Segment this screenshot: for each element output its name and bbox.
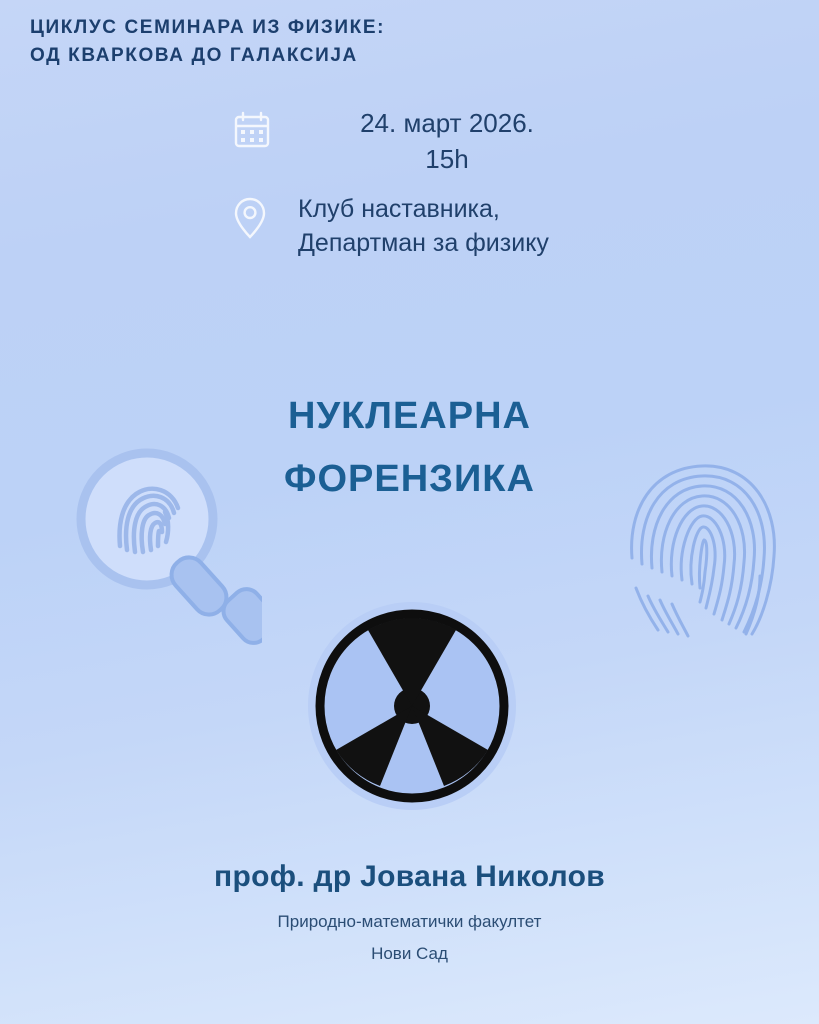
- event-info: [232, 106, 672, 261]
- speaker-city: Нови Сад: [371, 944, 448, 963]
- series-title-line1: ЦИКЛУС СЕМИНАРА ИЗ ФИЗИКЕ:: [30, 17, 386, 38]
- event-date: 24. март 2026.: [360, 108, 534, 138]
- venue-line2: Департман за физику: [298, 229, 549, 258]
- speaker-name: проф. др Јована Николов: [214, 860, 605, 893]
- speaker-block: [0, 860, 819, 964]
- radiation-trefoil-icon: [306, 600, 518, 812]
- venue-text: [280, 192, 672, 261]
- speaker-affiliation: Природно-математички факултет: [277, 912, 542, 931]
- magnifier-fingerprint-icon: [62, 446, 262, 656]
- calendar-icon: [232, 106, 280, 150]
- series-title-line2: ОД КВАРКОВА ДО ГАЛАКСИЈА: [30, 44, 358, 66]
- fingerprint-icon: [612, 448, 792, 648]
- date-time-text: [280, 106, 672, 178]
- date-time-row: [232, 106, 672, 178]
- title-line1: НУКЛЕАРНА: [288, 395, 531, 437]
- title-line2: ФОРЕНЗИКА: [284, 457, 535, 500]
- venue-line1: Клуб наставника,: [298, 194, 500, 223]
- venue-row: [232, 192, 672, 261]
- map-pin-icon: [232, 192, 280, 240]
- series-title: [30, 14, 590, 69]
- event-time: 15h: [425, 143, 469, 174]
